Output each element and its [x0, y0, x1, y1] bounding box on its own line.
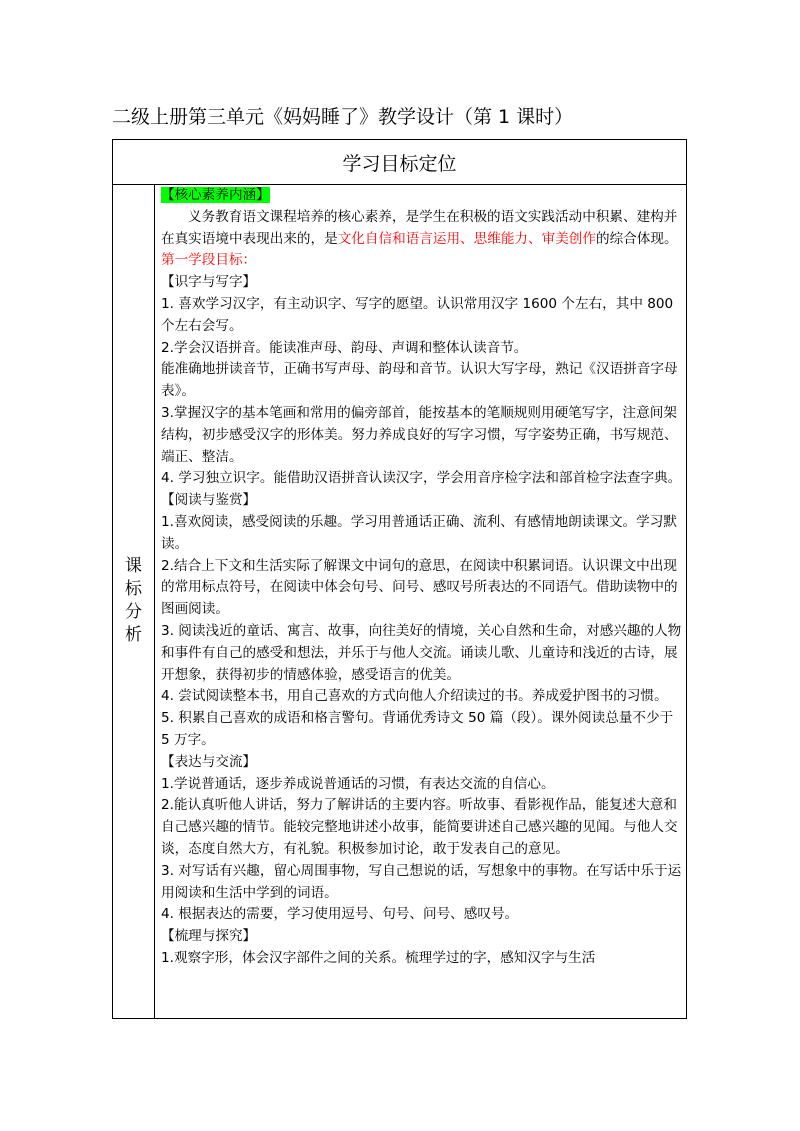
- analysis-content: [161, 185, 682, 970]
- section-heading: 【识字与写字】: [161, 274, 257, 291]
- core-literacy-highlight: 文化自信和语言运用、思维能力、审美创作: [337, 230, 596, 247]
- objectives-table: [112, 139, 687, 1019]
- list-item: 5. 积累自己喜欢的成语和格言警句。背诵优秀诗文 50 篇（段）。课外阅读总量不少于 5 万字。: [161, 710, 674, 748]
- list-item: 3.掌握汉字的基本笔画和常用的偏旁部首，能按基本的笔顺规则用硬笔写字，注意间架结构，初步感受汉字的形体美。努力养成良好的写字习惯，写字姿势正确，书写规范、端正、整洁。: [161, 404, 678, 465]
- list-item: 2.能认真听他人讲话，努力了解讲话的主要内容。听故事、看影视作品，能复述大意和自己感兴趣的情节。能较完整地讲述小故事，能简要讲述自己感兴趣的见闻。与他人交谈，态度自然大方，有礼貌。积极参加讨论，敢于发表自己的意见。: [161, 797, 678, 857]
- side-label-char: 分: [125, 602, 142, 622]
- section-heading: 【梳理与探究】: [161, 928, 257, 945]
- list-item: 1.观察字形，体会汉字部件之间的关系。梳理学过的字，感知汉字与生活: [161, 949, 596, 966]
- stage-title: 第一学段目标：: [161, 252, 257, 269]
- core-literacy-paragraph: 义务教育语文课程培养的核心素养，是学生在积极的语文实践活动中积累、建构并在真实语境中表现出来的，是文化自信和语言运用、思维能力、审美创作的综合体现。: [161, 208, 678, 247]
- document-title: 二级上册第三单元《妈妈睡了》教学设计（第 1 课时）: [112, 106, 574, 128]
- list-item: 3. 阅读浅近的童话、寓言、故事，向往美好的情境，关心自然和生命，对感兴趣的人物和事件有自己的感受和想法，并乐于与他人交流。诵读儿歌、儿童诗和浅近的古诗，展开想象，获得初步的情感体验，感受语言的优美。: [161, 622, 682, 683]
- list-item: 2.结合上下文和生活实际了解课文中词句的意思，在阅读中积累词语。认识课文中出现的常用标点符号，在阅读中体会句号、问号、感叹号所表达的不同语气。借助读物中的图画阅读。: [161, 557, 678, 618]
- list-item: 能准确地拼读音节，正确书写声母、韵母和音节。认识大写字母，熟记《汉语拼音字母表》。: [161, 361, 678, 400]
- list-item: 4. 尝试阅读整本书，用自己喜欢的方式向他人介绍读过的书。养成爱护图书的习惯。: [161, 688, 668, 705]
- list-item: 1. 喜欢学习汉字，有主动识字、写字的愿望。认识常用汉字 1600 个左右，其中 800 个左右会写。: [161, 295, 674, 334]
- side-label: [113, 184, 155, 1018]
- list-item: 2.学会汉语拼音。能读准声母、韵母、声调和整体认读音节。: [161, 339, 528, 356]
- section-heading: 【阅读与鉴赏】: [161, 492, 257, 509]
- list-item: 4. 学习独立识字。能借助汉语拼音认读汉字，学会用音序检字法和部首检字法查字典。: [161, 470, 682, 487]
- list-item: 4. 根据表达的需要，学习使用逗号、句号、问号、感叹号。: [161, 906, 519, 923]
- table-header: 学习目标定位: [113, 140, 686, 185]
- list-item: 1.喜欢阅读，感受阅读的乐趣。学习用普通话正确、流利、有感情地朗读课文。学习默读。: [161, 513, 677, 552]
- section-heading: 【表达与交流】: [161, 753, 257, 770]
- side-label-char: 课: [125, 556, 142, 576]
- side-label-char: 析: [125, 625, 142, 645]
- list-item: 3. 对写话有兴趣，留心周围事物，写自己想说的话，写想象中的事物。在写话中乐于运用阅读和生活中学到的词语。: [161, 862, 682, 901]
- core-literacy-heading: 【核心素养内涵】: [161, 187, 270, 203]
- side-label-char: 标: [125, 579, 142, 599]
- list-item: 1.学说普通话，逐步养成说普通话的习惯，有表达交流的自信心。: [161, 775, 555, 792]
